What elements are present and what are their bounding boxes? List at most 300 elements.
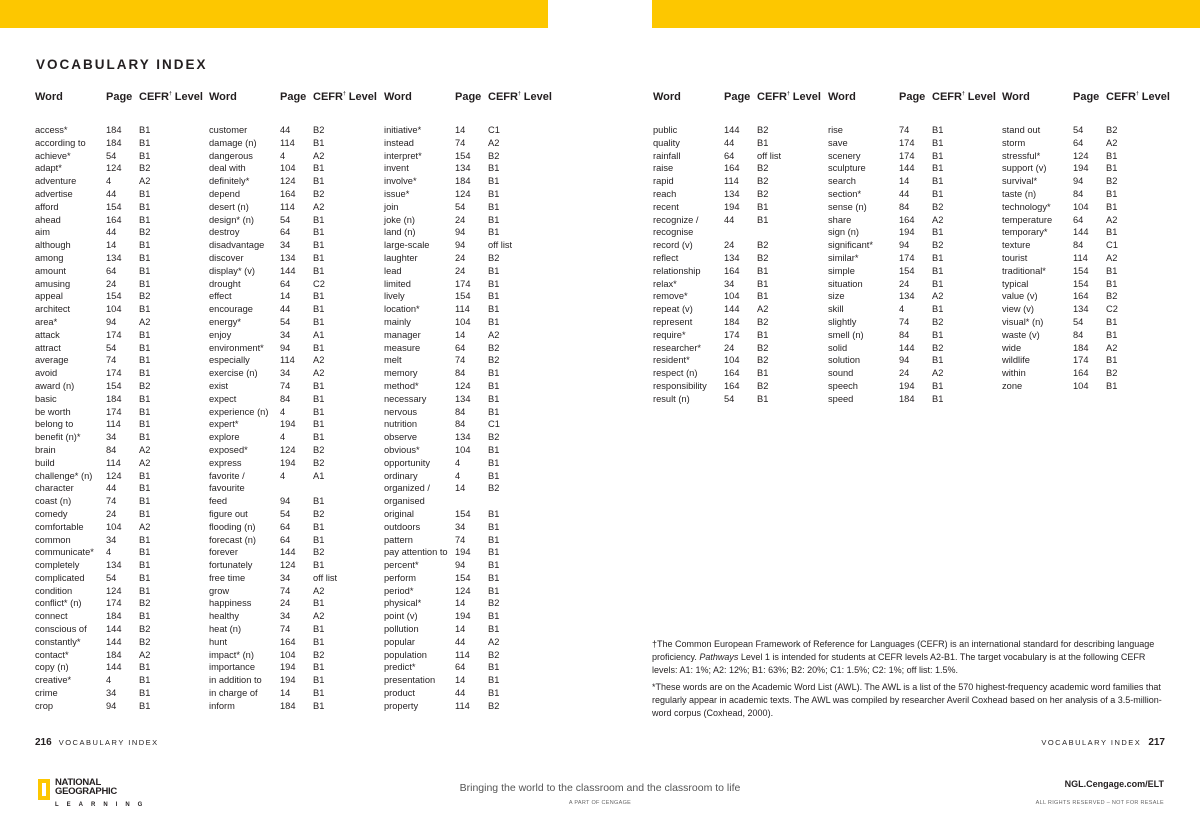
cefr-label: CEFR bbox=[1106, 91, 1136, 103]
vocab-row bbox=[209, 444, 383, 457]
vocab-word: zone bbox=[1002, 380, 1023, 391]
cengage-label: A PART OF CENGAGE bbox=[568, 800, 632, 806]
vocab-word: instead bbox=[384, 137, 414, 148]
vocab-level: B2 bbox=[313, 125, 325, 135]
vocab-row bbox=[653, 393, 827, 406]
vocab-page: 54 bbox=[280, 316, 291, 327]
vocab-page: 194 bbox=[455, 547, 471, 558]
column-header-row bbox=[209, 91, 383, 105]
vocab-page: 134 bbox=[455, 163, 471, 174]
vocab-page: 4 bbox=[280, 406, 286, 417]
vocab-row bbox=[35, 687, 209, 700]
vocab-word: necessary bbox=[384, 393, 427, 404]
vocab-level: B1 bbox=[313, 521, 325, 532]
vocab-row bbox=[35, 470, 209, 483]
vocab-word: view (v) bbox=[1002, 304, 1035, 315]
vocab-row bbox=[35, 252, 209, 265]
vocab-level: B1 bbox=[932, 380, 944, 391]
vocab-page: 124 bbox=[106, 163, 122, 174]
vocab-word: slightly bbox=[828, 316, 857, 327]
vocab-level: A2 bbox=[757, 304, 769, 315]
vocab-word: section* bbox=[828, 188, 862, 199]
vocab-page: 134 bbox=[899, 291, 915, 302]
vocab-row bbox=[653, 342, 827, 355]
vocab-level: A2 bbox=[932, 214, 944, 225]
vocab-page: 164 bbox=[724, 163, 740, 174]
vocab-word: relax* bbox=[653, 278, 677, 289]
vocab-level: B1 bbox=[139, 419, 151, 430]
vocab-level: B1 bbox=[1106, 380, 1118, 391]
vocab-word: forever bbox=[209, 547, 238, 558]
vocab-level: A2 bbox=[313, 368, 325, 379]
vocab-page: 174 bbox=[1073, 355, 1089, 366]
vocab-page: 74 bbox=[899, 316, 910, 327]
vocab-word: environment* bbox=[209, 342, 264, 353]
dagger-mark: † bbox=[1135, 91, 1139, 97]
vocab-level: B1 bbox=[488, 534, 500, 545]
vocab-row bbox=[35, 201, 209, 214]
vocab-page: 164 bbox=[899, 214, 915, 225]
vocab-word: conflict* (n) bbox=[35, 598, 82, 609]
vocab-page: 194 bbox=[280, 457, 296, 468]
vocab-word: raise bbox=[653, 163, 674, 174]
vocab-word: significant* bbox=[828, 240, 873, 251]
vocab-word: rainfall bbox=[653, 150, 681, 161]
vocab-word: sculpture bbox=[828, 163, 866, 174]
vocab-word: ahead bbox=[35, 214, 61, 225]
vocab-page: 114 bbox=[455, 649, 470, 660]
vocab-level: A2 bbox=[313, 611, 325, 622]
vocab-page: 74 bbox=[280, 585, 291, 596]
vocab-level: B1 bbox=[139, 240, 151, 251]
vocab-row bbox=[35, 649, 209, 662]
vocab-row bbox=[209, 418, 383, 431]
vocab-word: outdoors bbox=[384, 521, 421, 532]
vocab-page: 84 bbox=[899, 329, 910, 340]
vocab-word: fortunately bbox=[209, 560, 253, 571]
vocab-word: grow bbox=[209, 585, 230, 596]
right-section-label: VOCABULARY INDEX bbox=[1041, 738, 1142, 747]
vocab-word: attack bbox=[35, 329, 60, 340]
vocab-page: 184 bbox=[106, 125, 122, 135]
word-header: Word bbox=[828, 91, 856, 103]
vocab-word: typical bbox=[1002, 278, 1029, 289]
vocab-word: depend bbox=[209, 188, 241, 199]
vocab-level: B2 bbox=[488, 483, 500, 494]
vocab-page: 174 bbox=[724, 329, 740, 340]
vocab-row bbox=[209, 367, 383, 380]
vocab-page: 174 bbox=[899, 252, 915, 263]
vocab-word: pattern bbox=[384, 534, 413, 545]
vocab-page: 44 bbox=[280, 304, 291, 315]
vocab-level: B2 bbox=[139, 227, 151, 238]
vocab-word: opportunity bbox=[384, 457, 430, 468]
vocab-page: 154 bbox=[106, 201, 122, 212]
vocab-page: 194 bbox=[280, 675, 296, 686]
vocab-row bbox=[209, 406, 383, 419]
vocab-page: 64 bbox=[1073, 214, 1084, 225]
vocab-word: location* bbox=[384, 304, 420, 315]
cefr-label: CEFR bbox=[488, 91, 518, 103]
vocab-row bbox=[35, 559, 209, 572]
vocab-row bbox=[384, 278, 558, 291]
vocab-level: B1 bbox=[139, 560, 151, 571]
vocab-level: B1 bbox=[488, 662, 500, 673]
cefr-note bbox=[652, 638, 1167, 677]
vocab-page: 134 bbox=[455, 393, 471, 404]
vocab-row bbox=[1002, 342, 1176, 355]
vocab-word: property bbox=[384, 700, 419, 711]
vocab-row bbox=[35, 265, 209, 278]
vocab-row bbox=[384, 214, 558, 227]
level-label: Level bbox=[1138, 91, 1170, 103]
vocab-level: B2 bbox=[488, 252, 500, 263]
vocab-level: B1 bbox=[139, 508, 151, 519]
vocab-row bbox=[828, 278, 1002, 291]
column-header-row bbox=[35, 91, 209, 105]
vocab-page: 94 bbox=[280, 496, 291, 507]
vocab-page: 24 bbox=[280, 598, 291, 609]
vocab-word: traditional* bbox=[1002, 265, 1046, 276]
vocab-word: in charge of bbox=[209, 688, 258, 699]
level-label: Level bbox=[964, 91, 996, 103]
vocab-level: B1 bbox=[139, 278, 151, 289]
vocab-level: A2 bbox=[932, 368, 944, 379]
vocab-page: 24 bbox=[724, 240, 735, 251]
vocab-page: 174 bbox=[106, 368, 122, 379]
vocab-word: nutrition bbox=[384, 419, 418, 430]
vocab-word: comedy bbox=[35, 508, 68, 519]
vocab-page: 44 bbox=[899, 188, 910, 199]
vocab-page: 144 bbox=[106, 624, 122, 635]
vocab-row bbox=[35, 226, 209, 239]
vocab-level: A2 bbox=[1106, 252, 1118, 263]
column-header-row bbox=[653, 91, 827, 105]
vocab-page: 94 bbox=[106, 316, 117, 327]
vocab-row bbox=[209, 610, 383, 623]
vocab-row bbox=[35, 188, 209, 201]
vocab-level: A2 bbox=[313, 355, 325, 366]
vocab-row bbox=[209, 482, 383, 495]
vocab-word: initiative* bbox=[384, 125, 422, 135]
top-accent-bar-right bbox=[652, 0, 1200, 28]
vocab-page: 44 bbox=[455, 636, 466, 647]
dagger-mark: † bbox=[786, 91, 790, 97]
vocab-row bbox=[209, 290, 383, 303]
vocab-page: 174 bbox=[899, 150, 915, 161]
level-label: Level bbox=[171, 91, 203, 103]
vocab-page: 34 bbox=[106, 688, 117, 699]
vocab-row bbox=[35, 521, 209, 534]
vocab-page: 94 bbox=[1073, 176, 1084, 187]
vocab-word: presentation bbox=[384, 675, 436, 686]
vocab-word: ordinary bbox=[384, 470, 418, 481]
vocab-level: B1 bbox=[139, 700, 151, 711]
vocab-page: 144 bbox=[1073, 227, 1089, 238]
vocab-row bbox=[653, 265, 827, 278]
vocab-row bbox=[35, 700, 209, 713]
vocab-row bbox=[384, 188, 558, 201]
vocab-level bbox=[757, 226, 827, 239]
word-header: Word bbox=[209, 91, 237, 103]
vocab-level: B1 bbox=[488, 188, 500, 199]
vocab-word: nervous bbox=[384, 406, 418, 417]
vocab-level: B1 bbox=[488, 163, 500, 174]
vocab-word: rise bbox=[828, 125, 843, 135]
vocab-word: waste (v) bbox=[1002, 329, 1040, 340]
vocab-word: favourite bbox=[209, 483, 245, 494]
vocab-row bbox=[209, 585, 383, 598]
vocab-row bbox=[384, 329, 558, 342]
vocab-row bbox=[35, 636, 209, 649]
vocab-level: B1 bbox=[1106, 150, 1118, 161]
vocab-row bbox=[209, 380, 383, 393]
vocab-level: A1 bbox=[313, 470, 325, 481]
vocab-page: 64 bbox=[724, 150, 735, 161]
vocab-row bbox=[828, 201, 1002, 214]
vocab-word: taste (n) bbox=[1002, 188, 1037, 199]
vocab-word: access* bbox=[35, 125, 68, 135]
vocab-page: 124 bbox=[106, 470, 122, 481]
vocab-word: population bbox=[384, 649, 427, 660]
vocab-row bbox=[384, 546, 558, 559]
vocab-level: B1 bbox=[313, 688, 325, 699]
level-label: Level bbox=[345, 91, 377, 103]
vocab-row bbox=[828, 162, 1002, 175]
vocab-word: size bbox=[828, 291, 845, 302]
vocab-word: aim bbox=[35, 227, 50, 238]
vocab-row bbox=[1002, 303, 1176, 316]
vocab-row bbox=[209, 316, 383, 329]
vocab-row bbox=[35, 393, 209, 406]
vocab-row bbox=[35, 290, 209, 303]
vocab-row bbox=[384, 700, 558, 713]
vocab-column-3 bbox=[384, 91, 558, 713]
vocab-page: 4 bbox=[455, 457, 461, 468]
vocab-row bbox=[828, 342, 1002, 355]
vocab-row bbox=[828, 290, 1002, 303]
vocab-word: sense (n) bbox=[828, 201, 867, 212]
vocab-page: 154 bbox=[455, 572, 471, 583]
vocab-level: A2 bbox=[932, 291, 944, 302]
vocab-page: 134 bbox=[280, 252, 296, 263]
vocab-level: B1 bbox=[313, 636, 325, 647]
vocab-row bbox=[828, 265, 1002, 278]
vocab-column-5 bbox=[828, 91, 1002, 406]
vocab-page: 164 bbox=[106, 214, 122, 225]
vocab-word: predict* bbox=[384, 662, 416, 673]
vocab-word: in addition to bbox=[209, 675, 262, 686]
vocab-page: 14 bbox=[455, 125, 466, 135]
vocab-level: B1 bbox=[757, 201, 769, 212]
vocab-page: 94 bbox=[106, 700, 117, 711]
vocab-level: B2 bbox=[313, 457, 325, 468]
vocab-row bbox=[653, 214, 827, 227]
vocab-page: 194 bbox=[899, 380, 915, 391]
vocab-word: point (v) bbox=[384, 611, 418, 622]
vocab-level: B2 bbox=[488, 700, 500, 711]
vocab-page: 194 bbox=[899, 227, 915, 238]
vocab-word: build bbox=[35, 457, 55, 468]
vocab-row bbox=[384, 239, 558, 252]
vocab-level: A2 bbox=[139, 521, 151, 532]
vocab-page: 34 bbox=[455, 521, 466, 532]
vocab-page: 144 bbox=[724, 304, 740, 315]
dagger-mark: † bbox=[961, 91, 965, 97]
vocab-level: B2 bbox=[1106, 368, 1118, 379]
vocab-row bbox=[209, 354, 383, 367]
vocab-word: constantly* bbox=[35, 636, 81, 647]
vocab-level: B2 bbox=[757, 176, 769, 187]
vocab-row bbox=[35, 431, 209, 444]
vocab-row bbox=[209, 214, 383, 227]
vocab-level: B2 bbox=[757, 355, 769, 366]
vocab-page: 184 bbox=[1073, 342, 1089, 353]
vocab-page: 164 bbox=[1073, 291, 1089, 302]
vocab-word: creative* bbox=[35, 675, 72, 686]
vocab-page: 114 bbox=[724, 176, 739, 187]
vocab-row bbox=[384, 380, 558, 393]
vocab-level: B1 bbox=[139, 470, 151, 481]
vocab-word: memory bbox=[384, 368, 418, 379]
vocab-page: 194 bbox=[280, 419, 296, 430]
vocab-level: B1 bbox=[932, 137, 944, 148]
vocab-level: A2 bbox=[139, 176, 151, 187]
vocab-word: damage (n) bbox=[209, 137, 257, 148]
vocab-word: measure bbox=[384, 342, 421, 353]
vocab-word: importance bbox=[209, 662, 255, 673]
vocab-row bbox=[35, 585, 209, 598]
vocab-level: B1 bbox=[488, 380, 500, 391]
vocab-level: B1 bbox=[139, 214, 151, 225]
top-accent-bar-left bbox=[0, 0, 548, 28]
vocab-row bbox=[384, 661, 558, 674]
vocab-word: adventure bbox=[35, 176, 77, 187]
cefr-level-header bbox=[313, 91, 383, 105]
vocab-page: 134 bbox=[724, 252, 740, 263]
vocab-row bbox=[1002, 329, 1176, 342]
vocab-word: organised bbox=[384, 496, 425, 507]
vocab-row bbox=[1002, 124, 1176, 137]
vocab-word: avoid bbox=[35, 368, 58, 379]
vocab-page: 84 bbox=[106, 444, 117, 455]
vocab-page: 144 bbox=[280, 547, 296, 558]
vocab-row bbox=[384, 406, 558, 419]
vocab-row bbox=[209, 201, 383, 214]
vocab-level: B1 bbox=[932, 265, 944, 276]
vocab-word: wide bbox=[1002, 342, 1022, 353]
cefr-level-header bbox=[757, 91, 827, 105]
vocab-word: similar* bbox=[828, 252, 859, 263]
vocab-word: joke (n) bbox=[384, 214, 416, 225]
vocab-page: 14 bbox=[455, 598, 466, 609]
vocab-level: B1 bbox=[139, 585, 151, 596]
vocab-word: quality bbox=[653, 137, 680, 148]
vocab-page: 4 bbox=[106, 675, 112, 686]
vocab-row bbox=[828, 329, 1002, 342]
vocab-page: 84 bbox=[455, 406, 466, 417]
vocab-word: enjoy bbox=[209, 329, 232, 340]
vocab-level: B1 bbox=[313, 534, 325, 545]
vocab-page: 54 bbox=[724, 393, 735, 404]
left-page-number: 216 bbox=[35, 737, 52, 748]
vocab-row bbox=[209, 137, 383, 150]
vocab-column-4 bbox=[653, 91, 827, 406]
vocab-page bbox=[724, 226, 757, 239]
vocab-row bbox=[35, 278, 209, 291]
word-header: Word bbox=[653, 91, 681, 103]
vocab-row bbox=[828, 393, 1002, 406]
vocab-row bbox=[384, 150, 558, 163]
vocab-level: B1 bbox=[488, 675, 500, 686]
vocab-row bbox=[384, 457, 558, 470]
vocab-page: 94 bbox=[455, 240, 466, 251]
vocab-row bbox=[209, 239, 383, 252]
vocab-level: B1 bbox=[932, 329, 944, 340]
vocab-row bbox=[384, 559, 558, 572]
vocab-level: B1 bbox=[313, 137, 325, 148]
vocab-row bbox=[653, 278, 827, 291]
column-header-row bbox=[828, 91, 1002, 105]
vocab-word: according to bbox=[35, 137, 86, 148]
vocab-level: B1 bbox=[139, 483, 151, 494]
vocab-word: conscious of bbox=[35, 624, 87, 635]
vocab-level bbox=[313, 482, 383, 495]
vocab-word: limited bbox=[384, 278, 411, 289]
vocab-level: B1 bbox=[139, 188, 151, 199]
vocab-level: B2 bbox=[313, 547, 325, 558]
vocab-row bbox=[209, 687, 383, 700]
vocab-row bbox=[35, 150, 209, 163]
vocab-page: 84 bbox=[455, 419, 466, 430]
vocab-page: 114 bbox=[1073, 252, 1088, 263]
vocab-row bbox=[209, 342, 383, 355]
vocab-page: 104 bbox=[106, 304, 122, 315]
column-header-row bbox=[1002, 91, 1176, 105]
vocab-row bbox=[35, 597, 209, 610]
dagger-mark: † bbox=[517, 91, 521, 97]
vocab-row bbox=[653, 252, 827, 265]
vocab-level: A2 bbox=[1106, 214, 1118, 225]
vocab-level: B2 bbox=[1106, 125, 1118, 135]
vocab-page: 24 bbox=[899, 278, 910, 289]
vocab-row bbox=[828, 175, 1002, 188]
vocab-word: wildlife bbox=[1002, 355, 1030, 366]
vocab-page: 124 bbox=[280, 560, 296, 571]
vocab-level: B1 bbox=[757, 291, 769, 302]
vocab-word: recognise bbox=[653, 227, 694, 238]
vocab-row bbox=[828, 303, 1002, 316]
vocab-rows bbox=[384, 124, 558, 713]
vocab-page: 154 bbox=[455, 150, 471, 161]
vocab-word: explore bbox=[209, 432, 240, 443]
vocab-level: off list bbox=[313, 572, 338, 583]
vocab-page: 44 bbox=[724, 214, 735, 225]
page-title: VOCABULARY INDEX bbox=[36, 57, 208, 72]
vocab-page: 94 bbox=[455, 560, 466, 571]
vocab-row bbox=[1002, 316, 1176, 329]
vocab-page: 94 bbox=[899, 355, 910, 366]
vocab-level: B1 bbox=[139, 675, 151, 686]
vocab-row bbox=[828, 354, 1002, 367]
vocab-row bbox=[1002, 354, 1176, 367]
vocab-word: temporary* bbox=[1002, 227, 1048, 238]
vocab-row bbox=[653, 226, 827, 239]
vocab-row bbox=[209, 150, 383, 163]
vocab-row bbox=[35, 162, 209, 175]
vocab-page: 84 bbox=[455, 368, 466, 379]
vocab-page: 84 bbox=[1073, 188, 1084, 199]
